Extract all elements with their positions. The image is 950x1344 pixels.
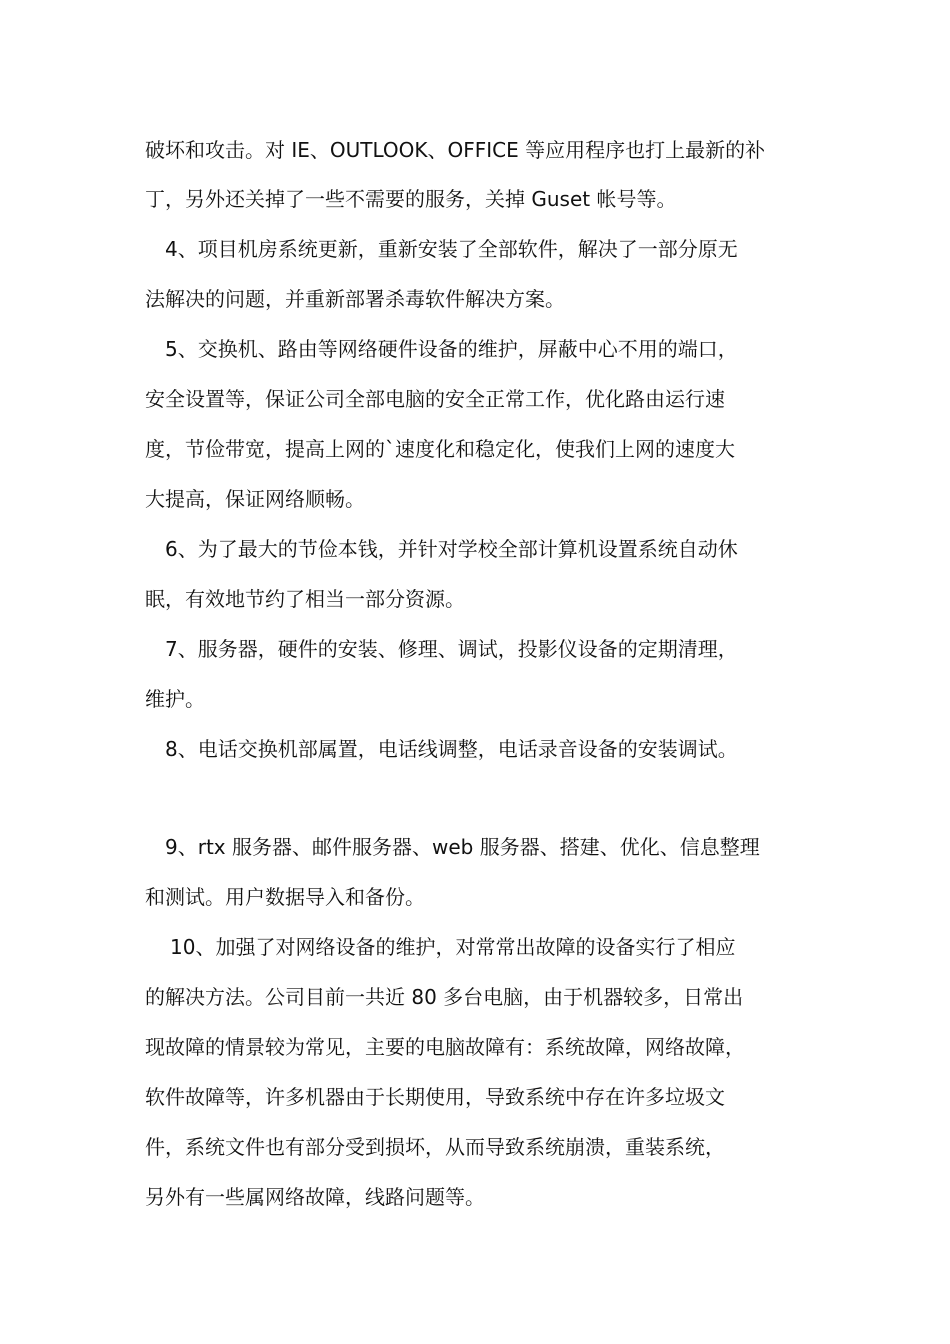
paragraph-line: 度，节俭带宽，提高上网的`速度化和稳定化，使我们上网的速度大 bbox=[145, 437, 735, 461]
paragraph-line: 8、电话交换机部属置，电话线调整，电话录音设备的安装调试。 bbox=[165, 737, 738, 761]
paragraph-line: 4、项目机房系统更新，重新安装了全部软件，解决了一部分原无 bbox=[165, 237, 738, 261]
paragraph-line: 5、交换机、路由等网络硬件设备的维护，屏蔽中心不用的端口， bbox=[165, 337, 738, 361]
paragraph-line: 现故障的情景较为常见，主要的电脑故障有：系统故障，网络故障， bbox=[145, 1035, 745, 1059]
paragraph-line: 的解决方法。公司目前一共近 80 多台电脑，由于机器较多，日常出 bbox=[145, 985, 744, 1009]
paragraph-line: 另外有一些属网络故障，线路问题等。 bbox=[145, 1185, 485, 1209]
paragraph-line: 7、服务器，硬件的安装、修理、调试，投影仪设备的定期清理， bbox=[165, 637, 738, 661]
paragraph-line: 丁，另外还关掉了一些不需要的服务，关掉 Guset 帐号等。 bbox=[145, 187, 677, 211]
paragraph-line: 眠，有效地节约了相当一部分资源。 bbox=[145, 587, 465, 611]
paragraph-line: 10、加强了对网络设备的维护，对常常出故障的设备实行了相应 bbox=[170, 935, 736, 959]
paragraph-line: 件，系统文件也有部分受到损坏，从而导致系统崩溃，重装系统， bbox=[145, 1135, 725, 1159]
paragraph-line: 和测试。用户数据导入和备份。 bbox=[145, 885, 425, 909]
paragraph-line: 破坏和攻击。对 IE、OUTLOOK、OFFICE 等应用程序也打上最新的补 bbox=[145, 138, 766, 162]
paragraph-line: 软件故障等，许多机器由于长期使用，导致系统中存在许多垃圾文 bbox=[145, 1085, 725, 1109]
paragraph-line: 维护。 bbox=[145, 687, 205, 711]
paragraph-line: 9、rtx 服务器、邮件服务器、web 服务器、搭建、优化、信息整理 bbox=[165, 835, 760, 859]
paragraph-line: 安全设置等，保证公司全部电脑的安全正常工作，优化路由运行速 bbox=[145, 387, 725, 411]
paragraph-line: 大提高，保证网络顺畅。 bbox=[145, 487, 365, 511]
paragraph-line: 6、为了最大的节俭本钱，并针对学校全部计算机设置系统自动休 bbox=[165, 537, 738, 561]
paragraph-line: 法解决的问题，并重新部署杀毒软件解决方案。 bbox=[145, 287, 565, 311]
